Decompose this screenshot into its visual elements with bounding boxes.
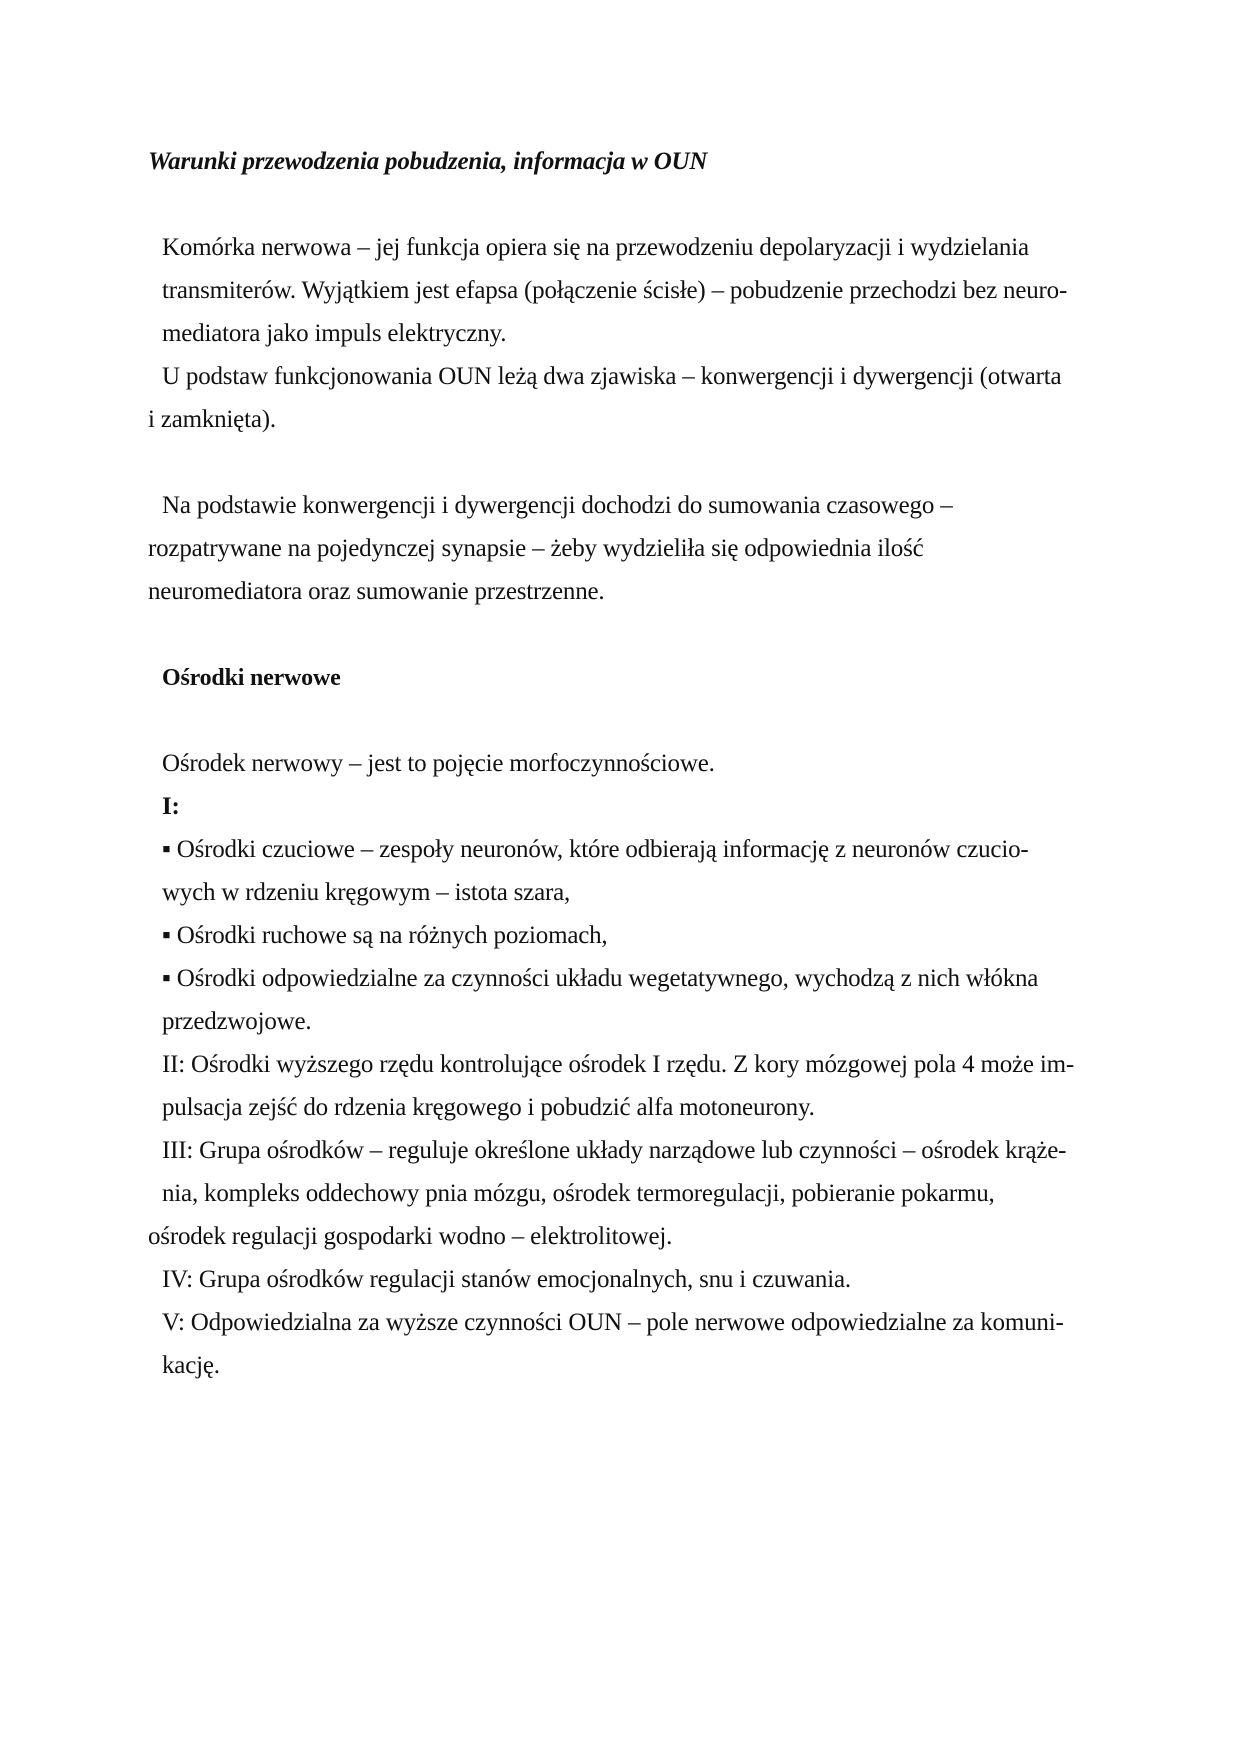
- level-marker-i: I:: [162, 793, 180, 820]
- paragraph-1-line-3: mediatora jako impuls elektryczny.: [162, 320, 507, 347]
- level-ii-line: pulsacja zejść do rdzenia kręgowego i pobudzić alfa motoneurony.: [162, 1094, 815, 1121]
- paragraph-1-line-2: transmiterów. Wyjątkiem jest efapsa (połączenie ścisłe) – pobudzenie przechodzi bez neuro-: [162, 277, 1068, 304]
- document-title: Warunki przewodzenia pobudzenia, informacja w OUN: [148, 148, 708, 175]
- bullet-item-line: ▪ Ośrodki czuciowe – zespoły neuronów, które odbierają informację z neuronów czucio-: [162, 836, 1029, 863]
- bullet-item-line: ▪ Ośrodki ruchowe są na różnych poziomach,: [162, 922, 608, 949]
- level-v-line: kację.: [162, 1352, 220, 1379]
- bullet-item-line: ▪ Ośrodki odpowiedzialne za czynności układu wegetatywnego, wychodzą z nich włókna: [162, 965, 1039, 992]
- level-v-line: V: Odpowiedzialna za wyższe czynności OUN – pole nerwowe odpowiedzialne za komuni-: [162, 1309, 1064, 1336]
- level-iii-line: nia, kompleks oddechowy pnia mózgu, ośrodek termoregulacji, pobieranie pokarmu,: [162, 1180, 995, 1207]
- paragraph-1-line-1: Komórka nerwowa – jej funkcja opiera się na przewodzeniu depolaryzacji i wydzielania: [162, 234, 1029, 261]
- bullet-item-line: przedzwojowe.: [162, 1008, 312, 1035]
- section-line: Ośrodek nerwowy – jest to pojęcie morfoczynnościowe.: [162, 750, 715, 777]
- paragraph-2-line-2: rozpatrywane na pojedynczej synapsie – żeby wydzieliła się odpowiednia ilość: [148, 535, 924, 562]
- level-iv-line: IV: Grupa ośrodków regulacji stanów emocjonalnych, snu i czuwania.: [162, 1266, 851, 1293]
- paragraph-2-line-3: neuromediatora oraz sumowanie przestrzenne.: [148, 578, 605, 605]
- paragraph-1-line-5: i zamknięta).: [148, 406, 276, 433]
- level-iii-line: III: Grupa ośrodków – reguluje określone układy narządowe lub czynności – ośrodek krąże-: [162, 1137, 1067, 1164]
- level-iii-line: ośrodek regulacji gospodarki wodno – elektrolitowej.: [148, 1223, 673, 1250]
- paragraph-2-line-1: Na podstawie konwergencji i dywergencji dochodzi do sumowania czasowego –: [162, 492, 953, 519]
- bullet-item-line: wych w rdzeniu kręgowym – istota szara,: [162, 879, 571, 906]
- section-heading: Ośrodki nerwowe: [162, 665, 341, 691]
- level-ii-line: II: Ośrodki wyższego rzędu kontrolujące ośrodek I rzędu. Z kory mózgowej pola 4 może im-: [162, 1051, 1074, 1078]
- paragraph-1-line-4: U podstaw funkcjonowania OUN leżą dwa zjawiska – konwergencji i dywergencji (otwarta: [162, 363, 1062, 390]
